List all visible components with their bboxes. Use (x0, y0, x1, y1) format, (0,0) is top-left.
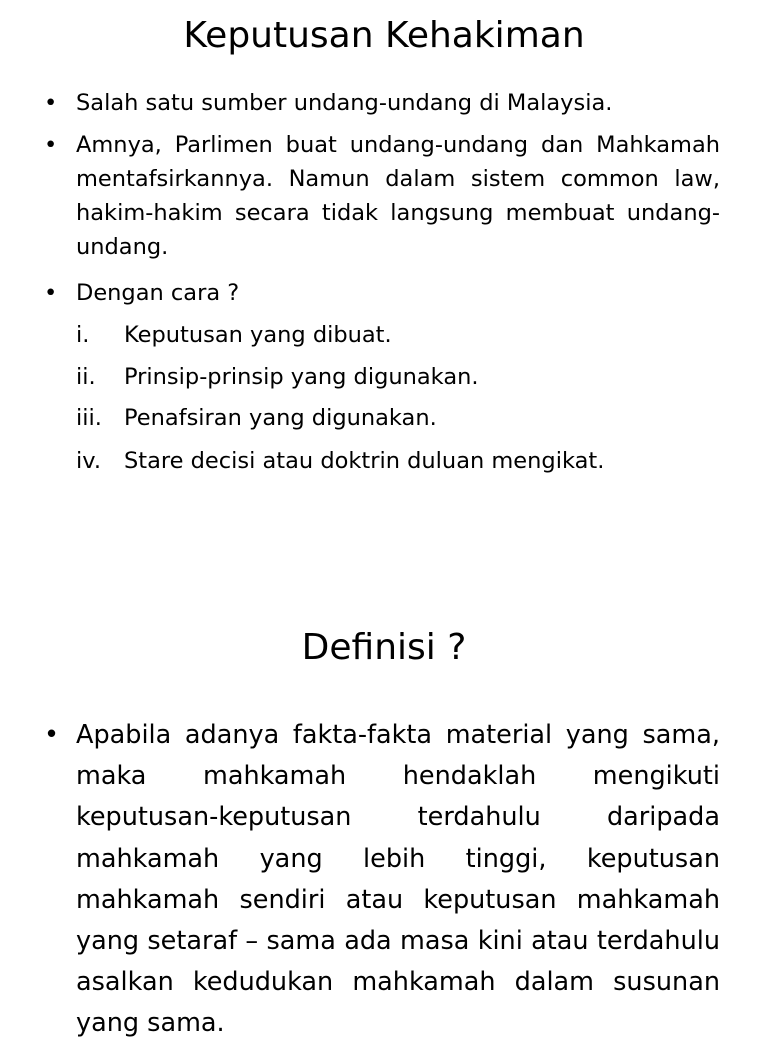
bullet-item (44, 86, 720, 120)
slide-keputusan-kehakiman (0, 0, 768, 510)
bullet-text: Salah satu sumber undang-undang di Malaysia. (76, 90, 613, 116)
list-text: Penafsiran yang digunakan. (124, 405, 437, 431)
slide-title: Definisi ? (301, 627, 467, 668)
bullet-text: Apabila adanya fakta-fakta material yang sama, maka mahkamah hendaklah mengikuti keputusan-keputusan terdahulu daripada mahkamah yang lebih tinggi, keputusan mahkamah sendiri atau keputusan mahkamah yang setaraf – sama ada masa kini atau terdahulu asalkan kedudukan mahkamah dalam susunan yang sama. (76, 720, 720, 1039)
list-item (76, 444, 716, 478)
bullet-item (44, 128, 720, 264)
list-item (76, 401, 716, 435)
slide-title: Keputusan Kehakiman (183, 15, 585, 56)
bullet-icon: • (44, 132, 58, 158)
bullet-icon: • (44, 90, 58, 116)
list-text: Prinsip-prinsip yang digunakan. (124, 364, 479, 390)
list-number: iv. (76, 448, 101, 474)
list-number: ii. (76, 364, 96, 390)
bullet-item (44, 276, 720, 310)
list-item (76, 360, 716, 394)
list-text: Keputusan yang dibuat. (124, 322, 392, 348)
bullet-icon: • (44, 720, 60, 750)
list-item (76, 318, 716, 352)
list-text: Stare decisi atau doktrin duluan mengikat. (124, 448, 605, 474)
slide-definisi (0, 620, 768, 1039)
bullet-text: Amnya, Parlimen buat undang-undang dan Mahkamah mentafsirkannya. Namun dalam sistem common law, hakim-hakim secara tidak langsung membuat undang-undang. (76, 132, 720, 260)
list-number: i. (76, 322, 90, 348)
bullet-icon: • (44, 280, 58, 306)
list-number: iii. (76, 405, 102, 431)
bullet-text: Dengan cara ? (76, 280, 240, 306)
bullet-item (44, 715, 720, 1045)
